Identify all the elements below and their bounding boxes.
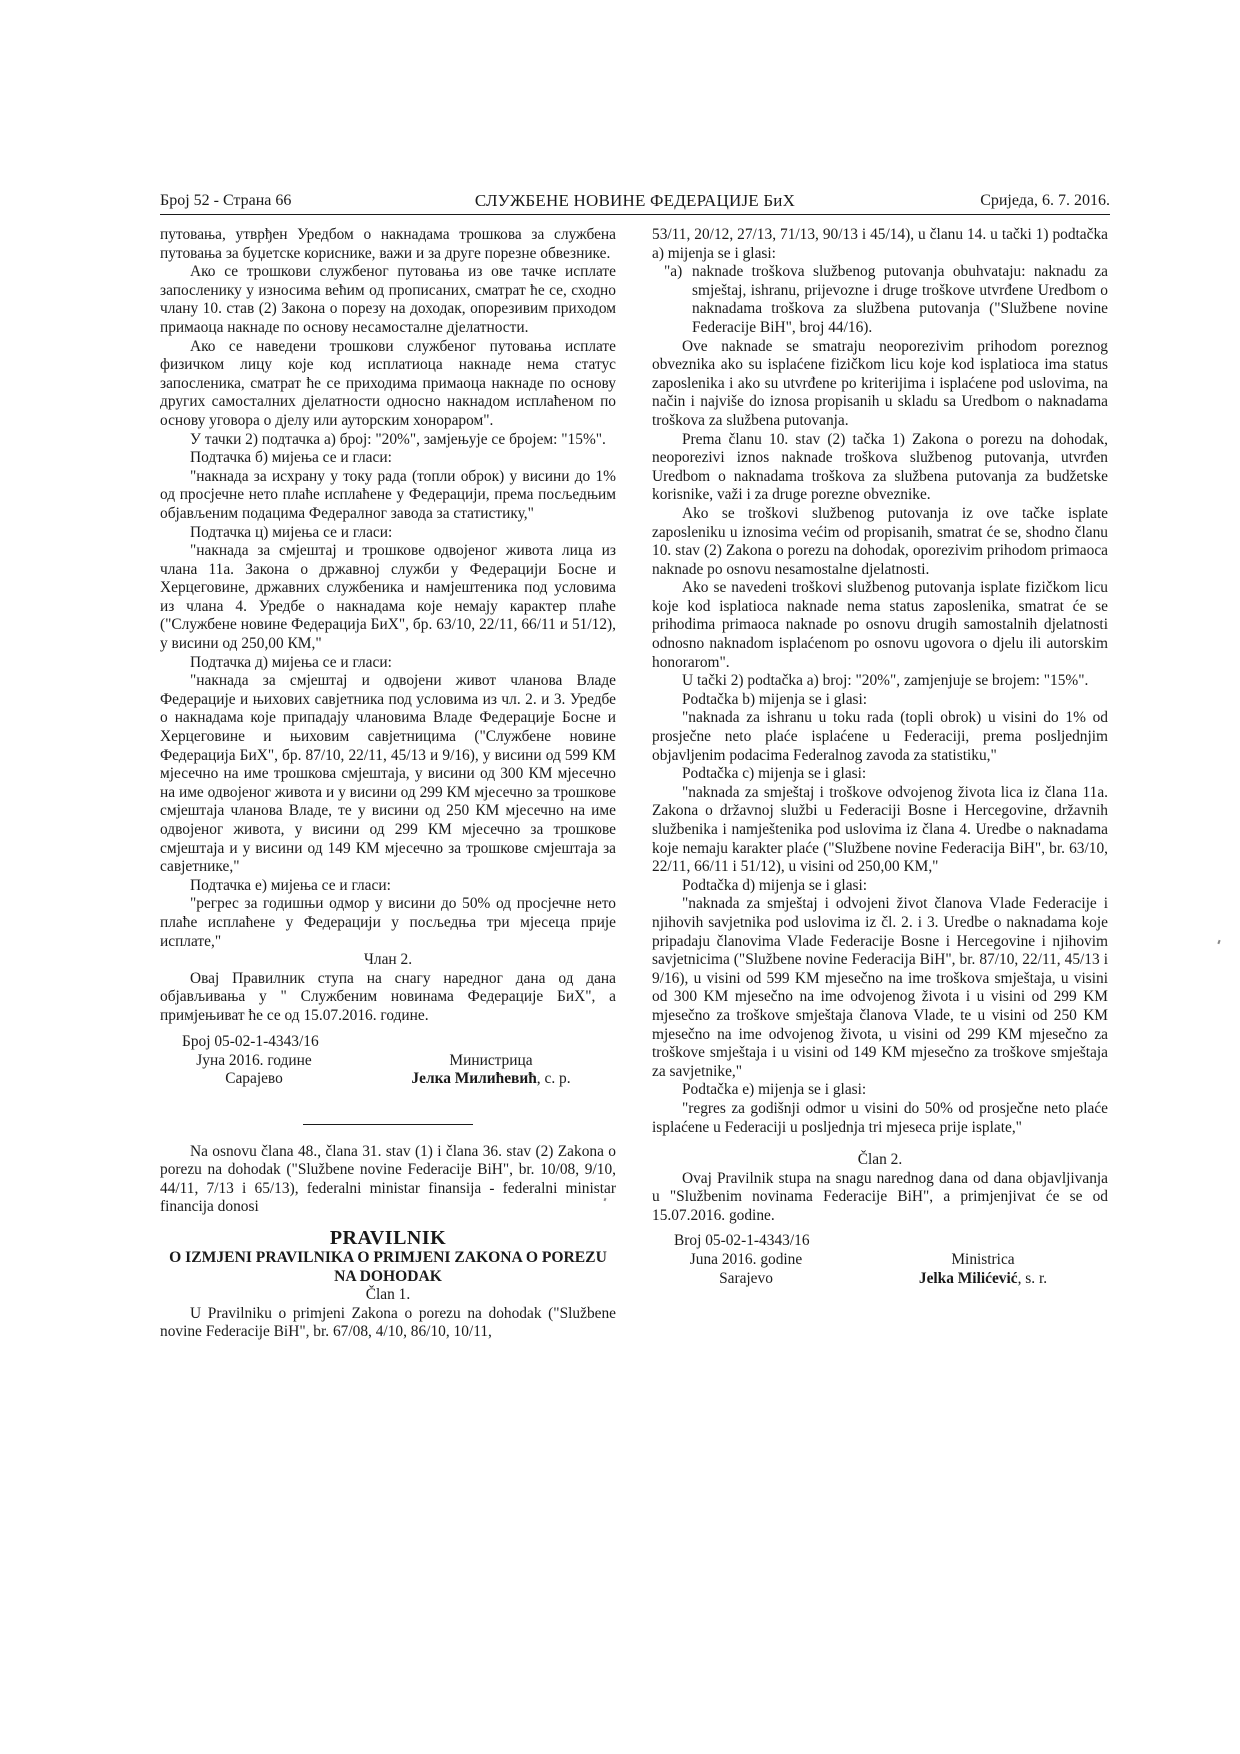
signature-date: Juna 2016. godine (689, 1251, 803, 1269)
regulation-subtitle: O IZMJENI PRAVILNIKA O PRIMJENI ZAKONA O POREZU NA DOHODAK (169, 1248, 607, 1285)
article-heading: Član 2. (857, 1151, 903, 1169)
reference-number: Број 05-02-1-4343/16 (182, 1032, 319, 1050)
paragraph: Ovaj Pravilnik stupa na snagu narednog dana od dana objavljivanja u "Službenim novinama Federacije BiH", a primjenjivat će se od 15.07.2016. godine. (652, 1169, 1108, 1224)
paragraph: Ove naknade se smatraju neoporezivim prihodom poreznog obveznika ako su isplaćene fizičkom licu koje kod isplatioca ima status zaposlenika i ako su utvrđene po kriterijima i isplaćene pod uslovima, na način i najviše do iznosa propisanih u skladu sa Uredbom o naknadama troškova za službena putovanja. (652, 337, 1108, 429)
paragraph: U Pravilniku o primjeni Zakona o porezu na dohodak ("Službene novine Federacije BiH", br. 67/08, 4/10, 86/10, 10/11, (160, 1304, 616, 1341)
paragraph: Овај Правилник ступа на снагу наредног дана од дана објављивања у " Службеним новинама Федерације БиХ", а примјењиват ће се од 15.07.2016. године. (160, 969, 616, 1024)
quoted-paragraph: "накнада за исхрану у току рада (топли оброк) у висини до 1% од просјечне нето плаће исплаћене у Федерацији, према посљедњим објављеним подацима Федералног завода за статистику," (160, 467, 616, 522)
issue-date: Сриједа, 6. 7. 2016. (980, 192, 1110, 209)
signatory-role: Ministrica (951, 1251, 1015, 1269)
article-heading: Члан 2. (363, 951, 413, 969)
scan-speck (1217, 940, 1220, 944)
paragraph: Ако се трошкови службеног путовања из ове тачке исплате запосленику у износима већим од прописаних, сматрат ће се, сходно члану 10. став (2) Закона о порезу на доходак, опорезивим приходом примаоца накнаде по основу несамосталне дјелатности. (160, 263, 616, 336)
quoted-paragraph: "накнада за смјештај и трошкове одвојеног живота лица из члана 11а. Закона о државној служби у Федерацији Босне и Херцеговине, државних службеника и намјештеника под условима из члана 4. Уредбе о накнадама које немају карактер плаће ("Службене новине Федерација БиХ", бр. 63/10, 22/11, 66/11 и 51/12), у висини од 250,00 КМ," (160, 542, 616, 653)
quoted-paragraph: "regres za godišnji odmor u visini do 50% od prosječne neto plaće isplaćene u Federaciji u posljednja tri mjeseca prije isplate," (652, 1099, 1108, 1136)
regulation-title: PRAVILNIK (329, 1226, 447, 1249)
paragraph: Podtačka b) mijenja se i glasi: (682, 690, 868, 708)
paragraph: Podtačka c) mijenja se i glasi: (682, 765, 867, 783)
gazette-title: СЛУЖБЕНЕ НОВИНЕ ФЕДЕРАЦИЈЕ БиХ (474, 191, 796, 210)
paragraph: путовања, утврђен Уредбом о накнадама трошкова за службена путовања за буџетске кориснике, важи и за друге порезне обвезнике. (160, 226, 616, 262)
preamble: Na osnovu člana 48., člana 31. stav (1) i člana 36. stav (2) Zakona o porezu na dohodak ("Službene novine Federacije BiH", br. 10/08, 9/10, 44/11, 7/13 i 65/13), federalni ministar finansija - federalni ministar financija donosi (160, 1142, 616, 1216)
paragraph: Podtačka d) mijenja se i glasi: (682, 876, 868, 894)
signatory-name: Jelka Milićević (918, 1270, 1018, 1288)
paragraph: U tački 2) podtačka a) broj: "20%", zamjenjuje se brojem: "15%". (682, 672, 1089, 690)
paragraph: Подтачка д) мијења се и гласи: (190, 653, 392, 671)
subpoint-text: naknade troškova službenog putovanja obuhvataju: naknadu za smještaj, ishranu, prijevozne i druge troškove utvrđene Uredbom o naknadama troškova za službena putovanja ("Službene novine Federacije BiH", broj 44/16). (692, 263, 1108, 336)
signature-block (160, 1032, 616, 1108)
quoted-paragraph: "naknada za smještaj i troškove odvojenog života lica iz člana 11a. Zakona o državnoj službi u Federaciji Bosne i Hercegovine, državnih službenika i namještenika pod uslovima iz člana 4. Uredbe o naknadama koje nemaju karakter plaće ("Službene novine Federacija BiH", br. 63/10, 22/11, 66/11 i 51/12), u visini od 250,00 KM," (652, 783, 1108, 876)
quoted-paragraph: "регрес за годишњи одмор у висини до 50% од просјечне нето плаће исплаћене у Федерацији у посљедња три мјесеца прије исплате," (160, 895, 616, 950)
quoted-paragraph: "накнада за смјештај и одвојени живот чланова Владе Федерације и њихових савјетника под условима из чл. 2. и 3. Уредбе о накнадама које припадају члановима Владе Федерације Босне и Херцеговине и њиховим савјетницима ("Службене новине Федерација БиХ", бр. 87/10, 22/11, 45/13 и 9/16), у висини од 599 КМ мјесечно на име трошкова смјештаја, у висини од 300 КМ мјесечно на име одвојеног живота и у висини од 299 КМ мјесечно за трошкове смјештаја чланова Владе, те у висини од 250 КМ мјесечно на име одвојеног живота, у висини од 299 КМ мјесечно за трошкове смјештаја и у висини од 149 КМ мјесечно за трошкове смјештаја за савјетнике," (160, 672, 616, 876)
paragraph: Ako se troškovi službenog putovanja iz ove tačke isplate zaposleniku u iznosima većim od propisanih, smatrat će se, shodno članu 10. stav (2) Zakona o porezu na dohodak, oporezivim prihodom primaoca naknade po osnovu nesamostalne djelatnosti. (652, 504, 1108, 578)
signature-date: Јуна 2016. године (196, 1051, 312, 1069)
paragraph: Prema članu 10. stav (2) tačka 1) Zakona o porezu na dohodak, neoporezivi iznos naknade troškova službenog putovanja, utvrđen Uredbom o naknadama troškova za službena putovanja za budžetske korisnike, važi i za druge porezne obveznike. (652, 430, 1108, 504)
section-divider (303, 1124, 473, 1125)
paragraph: Подтачка б) мијења се и гласи: (190, 449, 392, 467)
quoted-paragraph: "naknada za smještaj i odvojeni život članova Vlade Federacije i njihovih savjetnika pod uslovima iz čl. 2. i 3. Uredbe o naknadama koje pripadaju članovima Vlade Federacije Bosne i Hercegovine i njihovim savjetnicima ("Službene novine Federacija BiH", br. 87/10, 22/11, 45/13 i 9/16), u visini od 599 KM mjesečno na ime troškova smještaja, u visini od 300 KM mjesečno na ime odvojenog života i u visini od 299 KM mjesečno za troškove smještaja članova Vlade, te u visini od 250 KM mjesečno na ime odvojenog života, u visini od 299 KM mjesečno za troškove smještaja i u visini od 149 KM mjesečno za troškove smještaja za savjetnike," (652, 895, 1108, 1080)
paragraph: Подтачка ц) мијења се и гласи: (190, 523, 393, 541)
paragraph: У тачки 2) подтачка а) број: "20%", замјењује се бројем: "15%". (190, 430, 606, 448)
paragraph: Ako se navedeni troškovi službenog putovanja isplate fizičkom licu koje kod isplatioca naknade nema status zaposlenika, smatrat će se prihodima primaoca naknade po osnovu drugih samostalnih djelatnosti odnosno naknadom isplaćenom po osnovu ugovora o djelu ili autorskim honorarom". (652, 579, 1108, 671)
page-header (160, 190, 1110, 215)
issue-page-number: Број 52 - Страна 66 (160, 192, 292, 209)
article-heading: Član 1. (365, 1286, 411, 1304)
signatory-name: Јелка Милићевић (411, 1070, 537, 1088)
subpoint-label: "a) (664, 263, 683, 281)
signature-block (652, 1232, 1108, 1307)
signatory-suffix: , s. r. (1017, 1270, 1048, 1288)
signatory-role: Министрица (449, 1051, 533, 1069)
signature-place: Сарајево (225, 1070, 283, 1088)
right-column (652, 226, 1108, 1307)
signatory-suffix: , с. р. (536, 1070, 571, 1088)
signature-place: Sarajevo (719, 1270, 773, 1288)
quoted-paragraph: "naknada za ishranu u toku rada (topli obrok) u visini do 1% od prosječne neto plaće isplaćene u Federaciji, prema posljednjim objavljenim podacima Federalnog zavoda za statistiku," (652, 709, 1108, 764)
paragraph: Подтачка е) мијења се и гласи: (190, 876, 391, 894)
paragraph: Podtačka e) mijenja se i glasi: (682, 1081, 867, 1099)
quoted-subpoint (664, 263, 1108, 337)
reference-number: Broj 05-02-1-4343/16 (674, 1232, 810, 1250)
left-column (160, 226, 616, 1342)
paragraph: 53/11, 20/12, 27/13, 71/13, 90/13 i 45/14), u članu 14. u tački 1) podtačka a) mijenja se i glasi: (652, 226, 1108, 262)
paragraph: Ако се наведени трошкови службеног путовања исплате физичком лицу које код исплатиоца накнаде нема статус запосленика, сматрат ће се приходима примаоца накнаде по основу других самосталних дјелатности односно накнадом исплаћеном по основу уговора о дјелу или ауторским хонораром". (160, 337, 616, 429)
